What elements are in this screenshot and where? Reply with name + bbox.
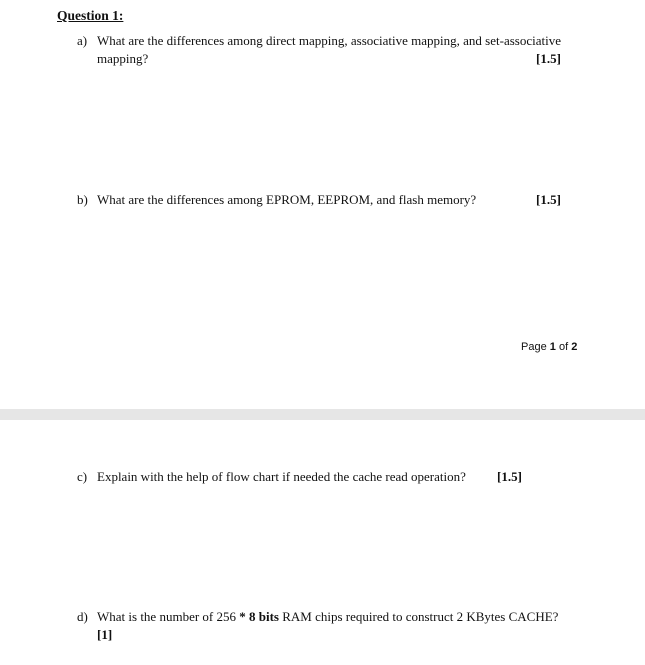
of-label: of <box>558 341 569 353</box>
question-title: Question 1: <box>57 8 124 23</box>
question-a-marks: [1.5] <box>536 51 561 66</box>
question-d-text-pre: What is the number of 256 <box>97 609 236 624</box>
page-separator <box>0 409 645 420</box>
question-c-letter: c) <box>77 469 88 484</box>
question-d-letter: d) <box>77 609 88 624</box>
question-a-text-line1: What are the differences among direct mapping, associative mapping, and set-associative <box>97 33 561 48</box>
document-page-2 <box>0 420 645 665</box>
page-number: 1 <box>549 341 556 353</box>
question-d-text-post: RAM chips required to construct 2 KBytes CACHE? <box>282 609 559 624</box>
question-d-text <box>97 608 558 625</box>
page-label: Page <box>521 341 547 353</box>
question-b-letter: b) <box>77 192 88 207</box>
question-c-text: Explain with the help of flow chart if needed the cache read operation? <box>97 469 466 484</box>
question-c-marks: [1.5] <box>497 469 522 484</box>
page-footer <box>521 341 577 353</box>
question-d-text-bold: * 8 bits <box>239 609 279 624</box>
question-d-marks: [1] <box>97 627 113 642</box>
question-a-text-line2: mapping? <box>97 51 149 66</box>
question-a-letter: a) <box>77 33 88 48</box>
question-b-text: What are the differences among EPROM, EEPROM, and flash memory? <box>97 192 477 207</box>
page-total: 2 <box>571 341 578 353</box>
question-b-marks: [1.5] <box>536 192 561 207</box>
